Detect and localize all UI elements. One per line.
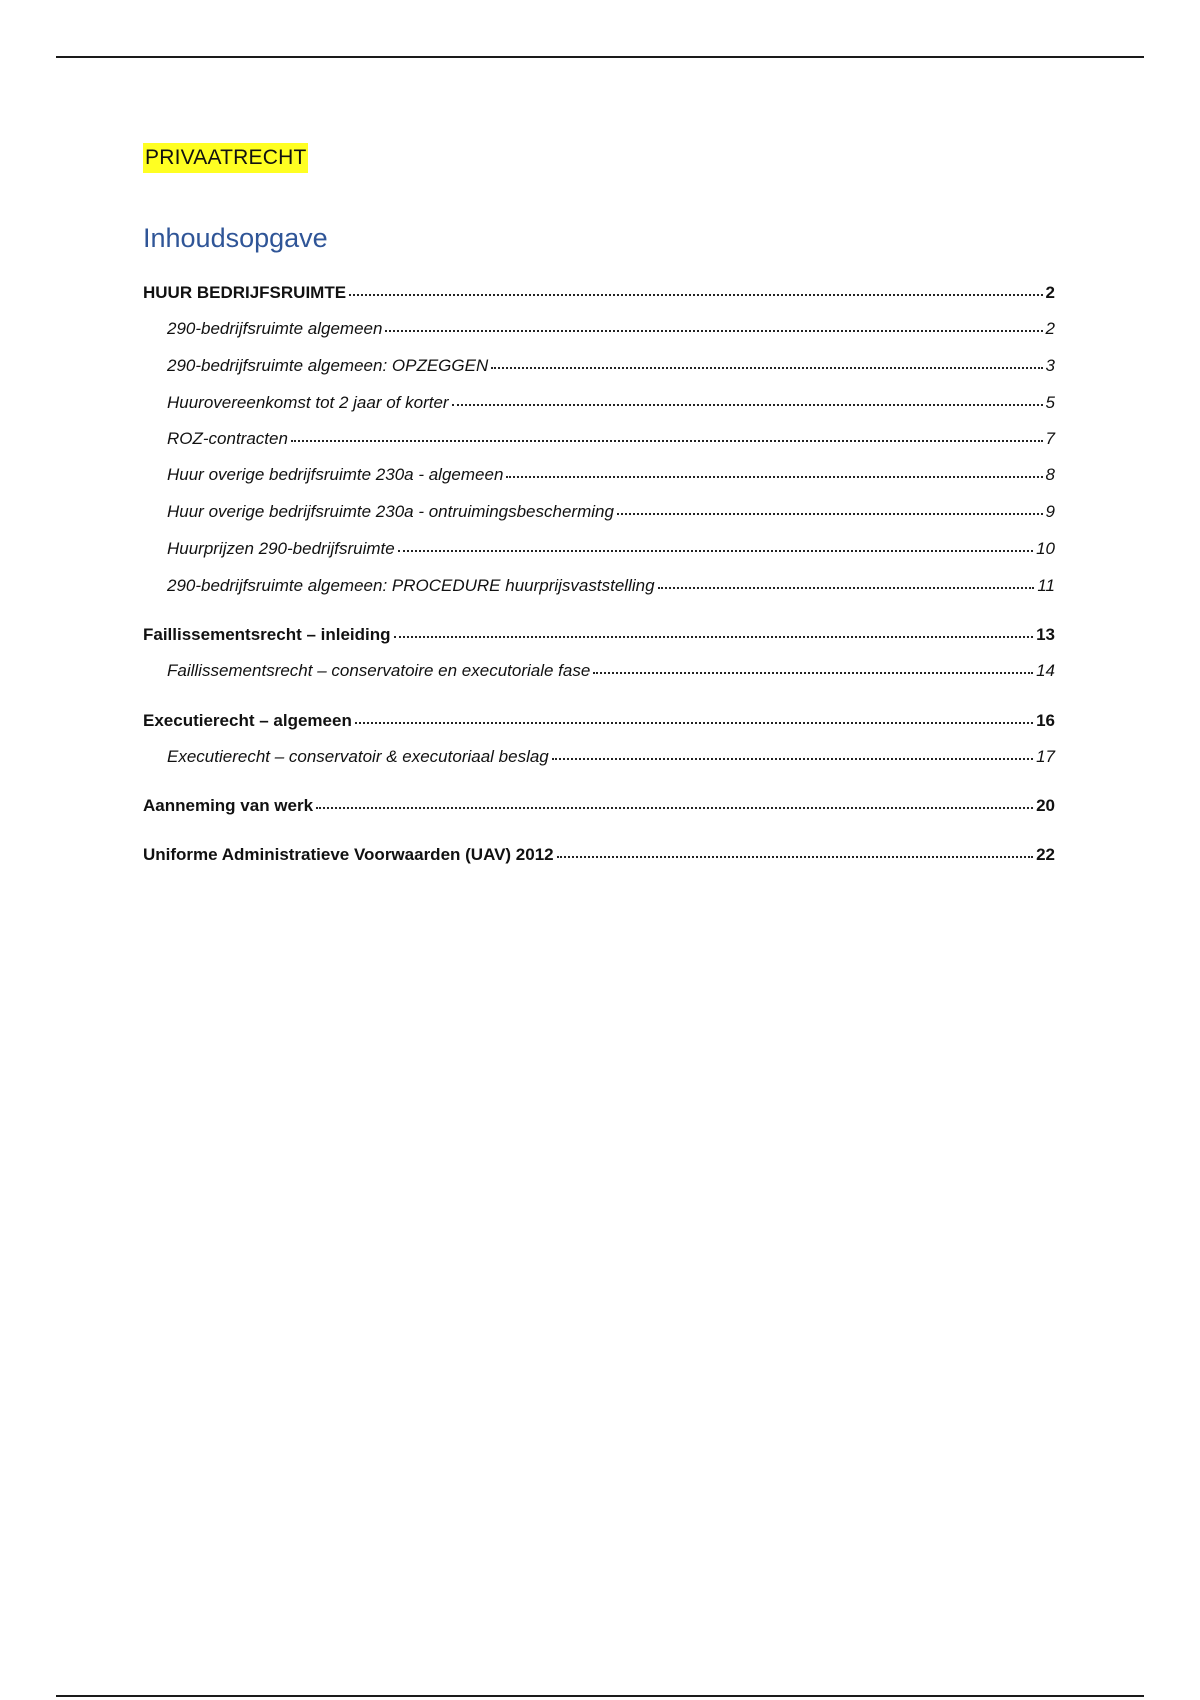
toc-page-number: 9 bbox=[1045, 502, 1055, 521]
toc-page-number: 3 bbox=[1045, 356, 1055, 375]
dot-leader bbox=[506, 468, 1042, 478]
toc-entry-title: ROZ-contracten bbox=[167, 429, 288, 448]
toc-page-number: 11 bbox=[1037, 576, 1055, 595]
dot-leader bbox=[593, 664, 1033, 674]
document-label: PRIVAATRECHT bbox=[143, 143, 308, 173]
toc-entry-290-procedure[interactable] bbox=[167, 573, 1055, 599]
toc-page-number: 2 bbox=[1045, 319, 1055, 338]
toc-page-number: 13 bbox=[1036, 625, 1055, 644]
toc-entry-huurovereenkomst-2-jaar[interactable] bbox=[167, 390, 1055, 416]
toc-page-number: 10 bbox=[1036, 539, 1055, 558]
footer-rule bbox=[56, 1695, 1144, 1697]
dot-leader bbox=[452, 396, 1043, 406]
toc-entry-executierecht-beslag[interactable] bbox=[167, 744, 1055, 770]
toc-entry-aanneming-van-werk[interactable] bbox=[143, 793, 1055, 819]
toc-entry-huur-bedrijfsruimte[interactable] bbox=[143, 280, 1055, 306]
toc-entry-290-algemeen[interactable] bbox=[167, 316, 1055, 342]
toc-page-number: 7 bbox=[1045, 429, 1055, 448]
toc-entry-title: Executierecht – conservatoir & executoriaal beslag bbox=[167, 747, 549, 766]
toc-page-number: 16 bbox=[1036, 711, 1055, 730]
toc-entry-title: Executierecht – algemeen bbox=[143, 711, 352, 730]
toc-entry-uav-2012[interactable] bbox=[143, 842, 1055, 868]
toc-entry-faillissementsrecht-fase[interactable] bbox=[167, 658, 1055, 684]
dot-leader bbox=[557, 848, 1033, 858]
dot-leader bbox=[355, 714, 1033, 724]
toc-page-number: 5 bbox=[1045, 393, 1055, 412]
toc-entry-huurprijzen-290[interactable] bbox=[167, 536, 1055, 562]
toc-page-number: 2 bbox=[1045, 283, 1055, 302]
dot-leader bbox=[491, 359, 1042, 369]
toc-page-number: 22 bbox=[1036, 845, 1055, 864]
toc-entry-290-opzeggen[interactable] bbox=[167, 353, 1055, 379]
toc-entry-title: 290-bedrijfsruimte algemeen: PROCEDURE huurprijsvaststelling bbox=[167, 576, 655, 595]
toc-entry-title: Faillissementsrecht – conservatoire en executoriale fase bbox=[167, 661, 591, 680]
toc-entry-title: 290-bedrijfsruimte algemeen bbox=[167, 319, 383, 338]
toc-entry-title: Uniforme Administratieve Voorwaarden (UAV) 2012 bbox=[143, 845, 554, 864]
dot-leader bbox=[394, 628, 1034, 638]
toc-entry-faillissementsrecht-inleiding[interactable] bbox=[143, 622, 1055, 648]
toc-entry-executierecht-algemeen[interactable] bbox=[143, 708, 1055, 734]
dot-leader bbox=[316, 799, 1033, 809]
toc-page-number: 20 bbox=[1036, 796, 1055, 815]
toc-entry-title: Faillissementsrecht – inleiding bbox=[143, 625, 391, 644]
toc-entry-roz-contracten[interactable] bbox=[167, 426, 1055, 452]
header-rule bbox=[56, 56, 1144, 58]
toc-entry-title: Huurprijzen 290-bedrijfsruimte bbox=[167, 539, 395, 558]
toc-entry-title: 290-bedrijfsruimte algemeen: OPZEGGEN bbox=[167, 356, 489, 375]
toc-entry-230a-algemeen[interactable] bbox=[167, 462, 1055, 488]
toc-page-number: 14 bbox=[1036, 661, 1055, 680]
toc-entry-230a-ontruimingsbescherming[interactable] bbox=[167, 499, 1055, 525]
toc-entry-title: Huur overige bedrijfsruimte 230a - ontruimingsbescherming bbox=[167, 502, 614, 521]
toc-entry-title: HUUR BEDRIJFSRUIMTE bbox=[143, 283, 347, 302]
dot-leader bbox=[658, 579, 1035, 589]
dot-leader bbox=[291, 432, 1043, 442]
dot-leader bbox=[398, 542, 1033, 552]
toc-page-number: 17 bbox=[1036, 747, 1055, 766]
toc-entry-title: Huurovereenkomst tot 2 jaar of korter bbox=[167, 393, 449, 412]
toc-page-number: 8 bbox=[1045, 465, 1055, 484]
toc-title: Inhoudsopgave bbox=[143, 223, 328, 253]
toc-entry-title: Aanneming van werk bbox=[143, 796, 314, 815]
dot-leader bbox=[552, 750, 1033, 760]
dot-leader bbox=[385, 322, 1042, 332]
dot-leader bbox=[349, 286, 1042, 296]
toc-entry-title: Huur overige bedrijfsruimte 230a - algemeen bbox=[167, 465, 504, 484]
dot-leader bbox=[617, 505, 1043, 515]
